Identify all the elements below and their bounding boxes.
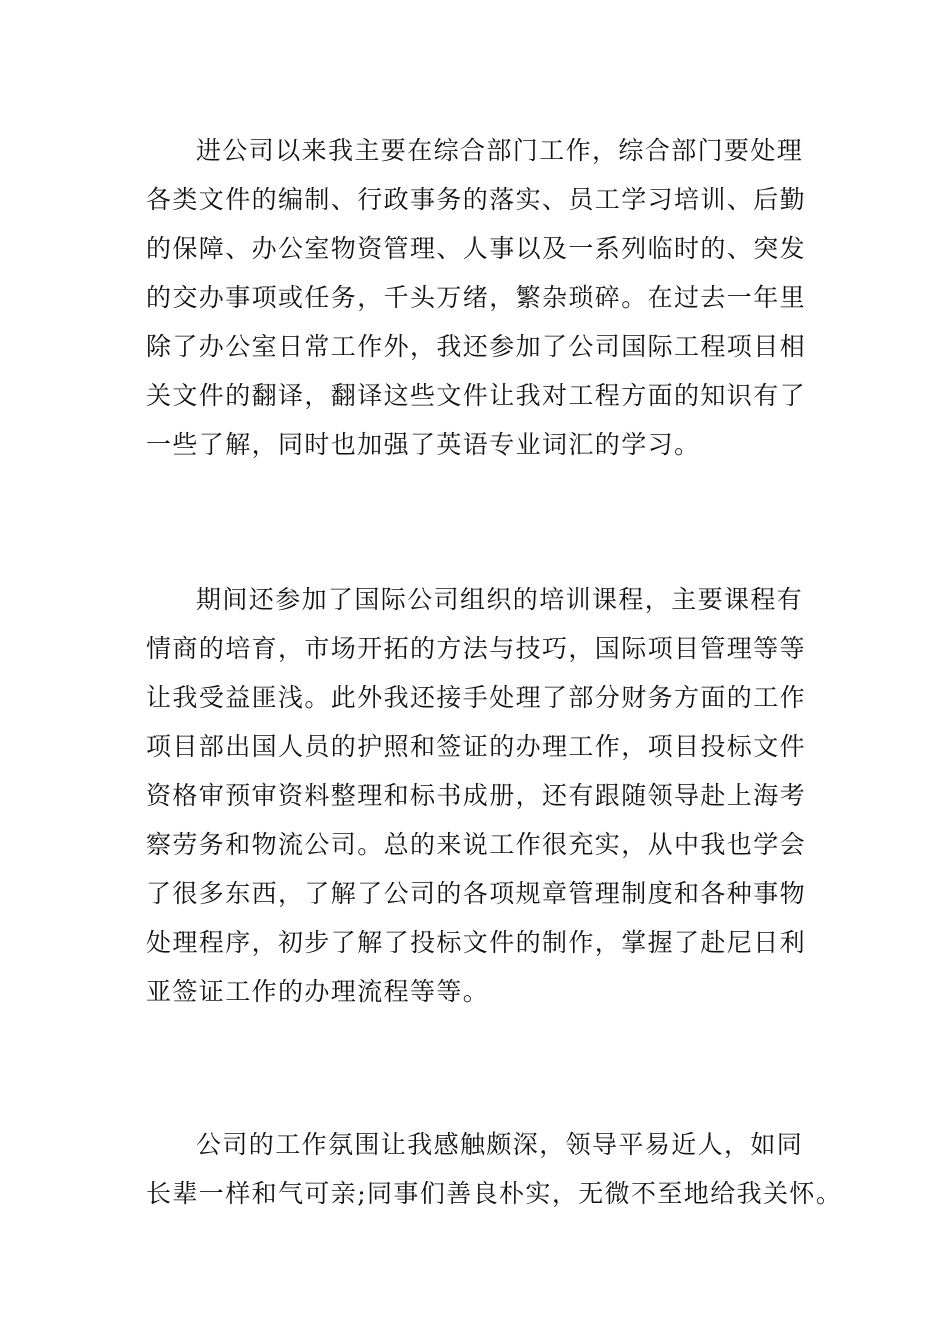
paragraph-2-line-8: 处理程序，初步了解了投标文件的制作，掌握了赴尼日利 — [146, 928, 807, 957]
paragraph-2-line-2: 情商的培育，市场开拓的方法与技巧，国际项目管理等等 — [146, 634, 807, 663]
paragraph-2-line-7: 了很多东西，了解了公司的各项规章管理制度和各种事物 — [146, 879, 807, 908]
paragraph-3-line-2: 长辈一样和气可亲;同事们善良朴实，无微不至地给我关怀。 — [146, 1179, 843, 1208]
paragraph-2-line-1: 期间还参加了国际公司组织的培训课程，主要课程有 — [196, 585, 804, 614]
paragraph-1-line-3: 的保障、办公室物资管理、人事以及一系列临时的、突发 — [146, 234, 807, 263]
paragraph-2-line-3: 让我受益匪浅。此外我还接手处理了部分财务方面的工作 — [146, 683, 807, 712]
paragraph-1-line-7: 一些了解，同时也加强了英语专业词汇的学习。 — [146, 430, 701, 459]
paragraph-1-line-2: 各类文件的编制、行政事务的落实、员工学习培训、后勤 — [146, 185, 807, 214]
paragraph-1-line-6: 关文件的翻译，翻译这些文件让我对工程方面的知识有了 — [146, 381, 807, 410]
paragraph-2-line-4: 项目部出国人员的护照和签证的办理工作，项目投标文件 — [146, 732, 807, 761]
paragraph-1-line-5: 除了办公室日常工作外，我还参加了公司国际工程项目相 — [146, 332, 807, 361]
paragraph-2-line-5: 资格审预审资料整理和标书成册，还有跟随领导赴上海考 — [146, 781, 807, 810]
paragraph-2-line-9: 亚签证工作的办理流程等等。 — [146, 977, 490, 1006]
paragraph-3-line-1: 公司的工作氛围让我感触颇深，领导平易近人，如同 — [196, 1130, 804, 1159]
paragraph-2-line-6: 察劳务和物流公司。总的来说工作很充实，从中我也学会 — [146, 830, 807, 859]
paragraph-1-line-1: 进公司以来我主要在综合部门工作，综合部门要处理 — [196, 136, 804, 165]
paragraph-1-line-4: 的交办事项或任务，千头万绪，繁杂琐碎。在过去一年里 — [146, 283, 807, 312]
